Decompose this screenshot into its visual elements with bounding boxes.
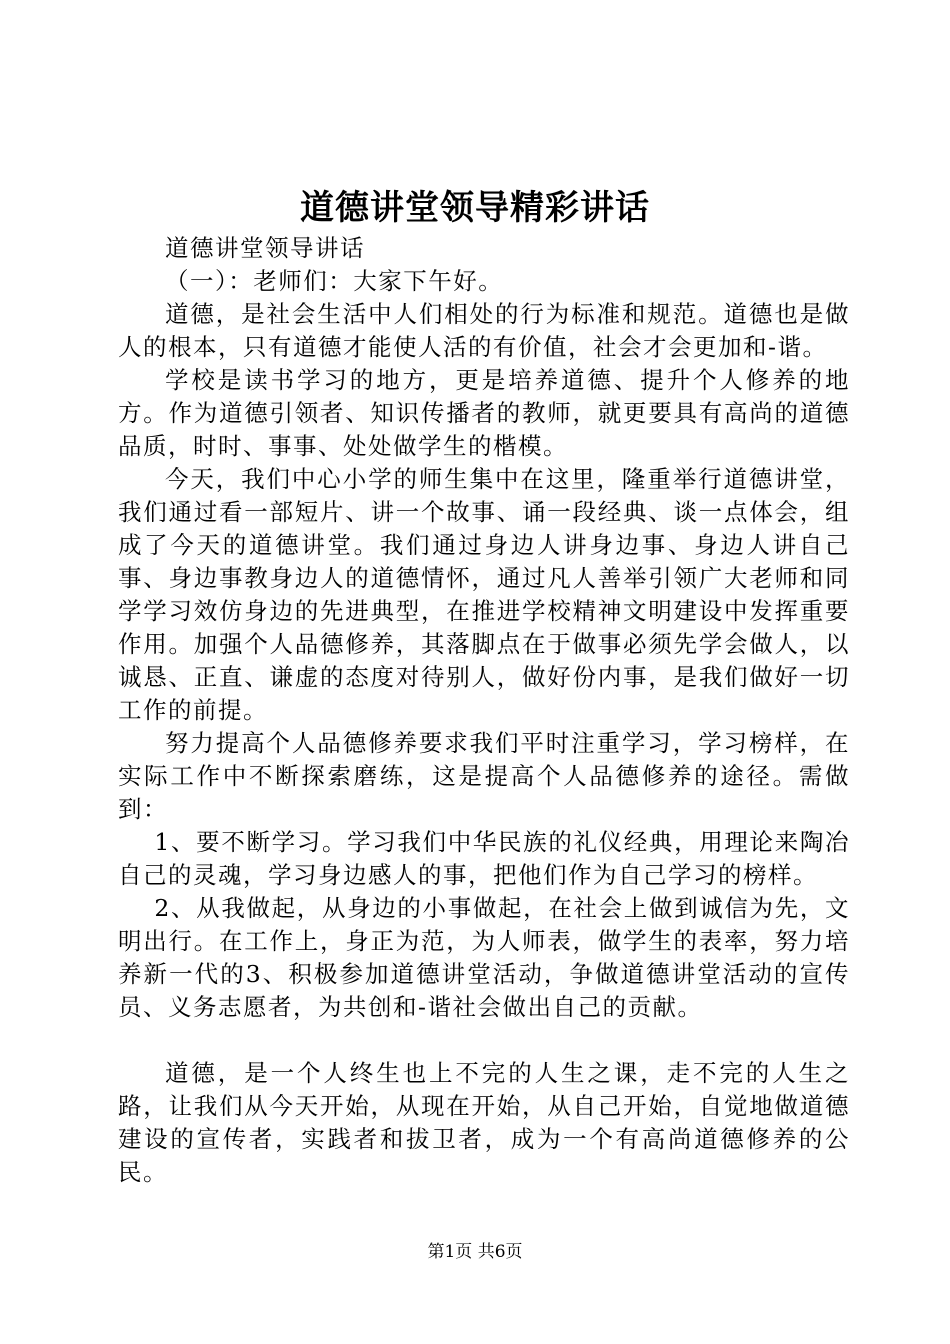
paragraph-greeting: （一）：老师们：大家下午好。 (165, 267, 504, 295)
paragraph: 学校是读书学习的地方，更是培养道德、提升个人修养的地方。作为道德引领者、知识传播者的教师，就更要具有高尚的道德品质，时时、事事、处处做学生的楷模。 (118, 366, 850, 460)
paragraph: 今天，我们中心小学的师生集中在这里，隆重举行道德讲堂，我们通过看一部短片、讲一个故事、诵一段经典、谈一点体会，组成了今天的道德讲堂。我们通过身边人讲身边事、身边人讲自己事、身边事教身边人的道德情怀，通过凡人善举引领广大老师和同学学习效仿身边的先进典型，在推进学校精神文明建设中发挥重要作用。加强个人品德修养，其落脚点在于做事必须先学会做人，以诚恳、正直、谦虚的态度对待别人，做好份内事，是我们做好一切工作的前提。 (118, 465, 850, 724)
document-body (118, 232, 850, 1189)
paragraph: 道德，是社会生活中人们相处的行为标准和规范。道德也是做人的根本，只有道德才能使人活的有价值，社会才会更加和-谐。 (118, 300, 850, 361)
paragraph-heading: 道德讲堂领导讲话 (165, 234, 365, 262)
list-item: 2、从我做起，从身边的小事做起，在社会上做到诚信为先，文明出行。在工作上，身正为范，为人师表，做学生的表率，努力培养新一代的3、积极参加道德讲堂活动，争做道德讲堂活动的宣传员、义务志愿者，为共创和-谐社会做出自己的贡献。 (118, 894, 850, 1021)
document-title: 道德讲堂领导精彩讲话 (300, 188, 650, 228)
paragraph-closing: 道德，是一个人终生也上不完的人生之课，走不完的人生之路，让我们从今天开始，从现在开始，从自己开始，自觉地做道德建设的宣传者，实践者和拔卫者，成为一个有高尚道德修养的公民。 (118, 1059, 850, 1186)
paragraph: 努力提高个人品德修养要求我们平时注重学习，学习榜样，在实际工作中不断探索磨练，这是提高个人品德修养的途径。需做到： (118, 729, 850, 823)
list-item: 1、要不断学习。学习我们中华民族的礼仪经典，用理论来陶冶自己的灵魂，学习身边感人的事，把他们作为自己学习的榜样。 (118, 828, 850, 889)
page-number: 第1页 共6页 (427, 1242, 523, 1262)
